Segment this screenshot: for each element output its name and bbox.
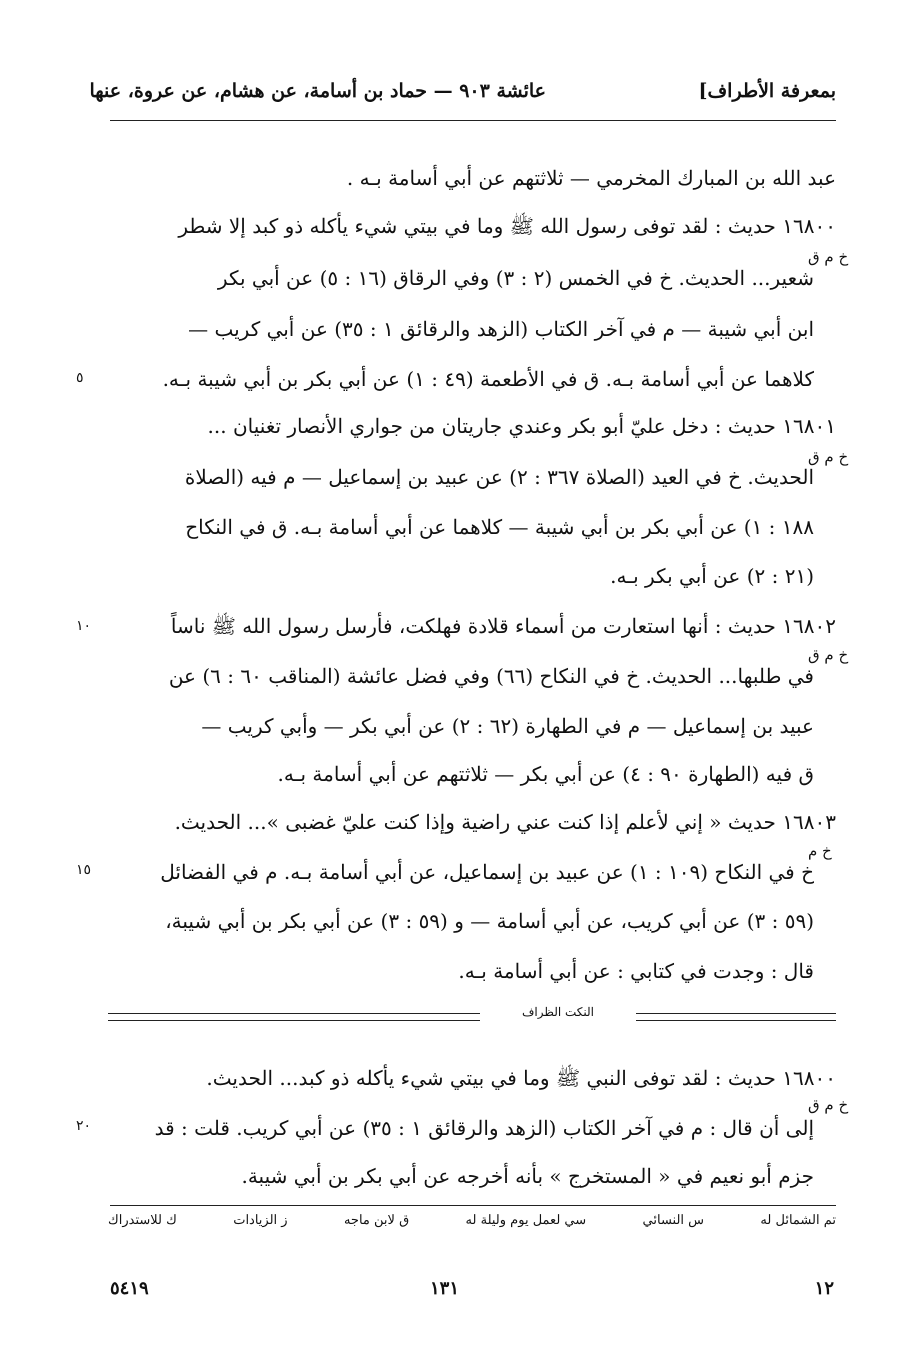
margin-siglum: خ م ق bbox=[808, 646, 849, 664]
margin-siglum: خ م ق bbox=[808, 448, 849, 466]
footer-rule bbox=[110, 1205, 836, 1206]
text-line: ابن أبي شيبة — م في آخر الكتاب (الزهد والرقائق ١ : ٣٥) عن أبي كريب — bbox=[188, 317, 814, 341]
text-line: عبيد بن إسماعيل — م في الطهارة (٦٢ : ٢) عن أبي بكر — وأبي كريب — bbox=[201, 714, 814, 738]
text-line: ١٨٨ : ١) عن أبي بكر بن أبي شيبة — كلاهما عن أبي أسامة بـه. ق في النكاح bbox=[185, 515, 814, 539]
line-number: ١٥ bbox=[76, 862, 92, 878]
legend-item: ز الزيادات bbox=[233, 1213, 288, 1228]
line-number: ٥ bbox=[76, 370, 84, 386]
sigla-legend bbox=[108, 1213, 836, 1228]
header-chain-title: عائشة ٩٠٣ — حماد بن أسامة، عن هشام، عن عروة، عنها bbox=[89, 80, 546, 102]
text-line: ق فيه (الطهارة ٩٠ : ٤) عن أبي بكر — ثلاثتهم عن أبي أسامة بـه. bbox=[277, 762, 814, 786]
divider-label: النكت الظراف bbox=[521, 1005, 595, 1019]
text-line: خ في النكاح (١٠٩ : ١) عن عبيد بن إسماعيل، عن أبي أسامة بـه. م في الفضائل bbox=[160, 860, 814, 884]
header-rule bbox=[110, 120, 836, 121]
note-line: إلى أن قال : م في آخر الكتاب (الزهد والرقائق ١ : ٣٥) عن أبي كريب. قلت : قد bbox=[154, 1116, 814, 1140]
text-line: الحديث. خ في العيد (الصلاة ٣٦٧ : ٢) عن عبيد بن إسماعيل — م فيه (الصلاة bbox=[184, 465, 814, 489]
header-section-title: بمعرفة الأطراف] bbox=[698, 80, 836, 102]
margin-siglum: خ م ق bbox=[808, 248, 849, 266]
margin-siglum: خ م ق bbox=[808, 1096, 849, 1114]
volume-number: ١٢ bbox=[814, 1278, 834, 1299]
serial-number: ٥٤١٩ bbox=[110, 1278, 149, 1299]
text-line: في طلبها... الحديث. خ في النكاح (٦٦) وفي فضل عائشة (المناقب ٦٠ : ٦) عن bbox=[168, 664, 814, 688]
line-number: ١٠ bbox=[76, 618, 92, 634]
divider-bar bbox=[108, 1013, 480, 1021]
hadith-16800-line: ١٦٨٠٠ حديث : لقد توفى رسول الله ﷺ وما في بيتي شيء يأكله ذو كبد إلا شطر bbox=[178, 214, 836, 238]
text-line: عبد الله بن المبارك المخرمي — ثلاثتهم عن أبي أسامة بـه . bbox=[346, 166, 836, 190]
text-line: كلاهما عن أبي أسامة بـه. ق في الأطعمة (٤٩ : ١) عن أبي بكر بن أبي شيبة بـه. bbox=[162, 367, 814, 391]
legend-item: سي لعمل يوم وليلة له bbox=[465, 1213, 587, 1228]
text-line: (٥٩ : ٣) عن أبي كريب، عن أبي أسامة — و (٥٩ : ٣) عن أبي بكر بن أبي شيبة، bbox=[165, 909, 814, 933]
section-divider bbox=[108, 1005, 836, 1027]
legend-item: س النسائي bbox=[642, 1213, 705, 1228]
note-line: جزم أبو نعيم في « المستخرج » بأنه أخرجه عن أبي بكر بن أبي شيبة. bbox=[241, 1164, 814, 1188]
hadith-16801-line: ١٦٨٠١ حديث : دخل عليّ أبو بكر وعندي جاريتان من جواري الأنصار تغنيان ... bbox=[207, 414, 836, 438]
legend-item: ك للاستدراك bbox=[108, 1213, 177, 1228]
legend-item: ق لابن ماجه bbox=[343, 1213, 410, 1228]
divider-bar bbox=[636, 1013, 836, 1021]
note-line: ١٦٨٠٠ حديث : لقد توفى النبي ﷺ وما في بيتي شيء يأكله ذو كبد... الحديث. bbox=[206, 1066, 836, 1090]
text-line: (٢١ : ٢) عن أبي بكر بـه. bbox=[610, 564, 814, 588]
text-line: شعير... الحديث. خ في الخمس (٢ : ٣) وفي الرقاق (١٦ : ٥) عن أبي بكر bbox=[217, 266, 814, 290]
running-header bbox=[89, 80, 836, 114]
page-number: ١٣١ bbox=[430, 1278, 460, 1299]
line-number: ٢٠ bbox=[76, 1118, 92, 1134]
margin-siglum: خ م bbox=[808, 842, 832, 860]
hadith-16802-line: ١٦٨٠٢ حديث : أنها استعارت من أسماء قلادة فهلكت، فأرسل رسول الله ﷺ ناساً bbox=[170, 614, 836, 638]
text-line: قال : وجدت في كتابي : عن أبي أسامة بـه. bbox=[458, 959, 814, 983]
legend-item: تم الشمائل له bbox=[760, 1213, 836, 1228]
hadith-16803-line: ١٦٨٠٣ حديث « إني لأعلم إذا كنت عني راضية وإذا كنت عليّ غضبى »... الحديث. bbox=[174, 810, 836, 834]
